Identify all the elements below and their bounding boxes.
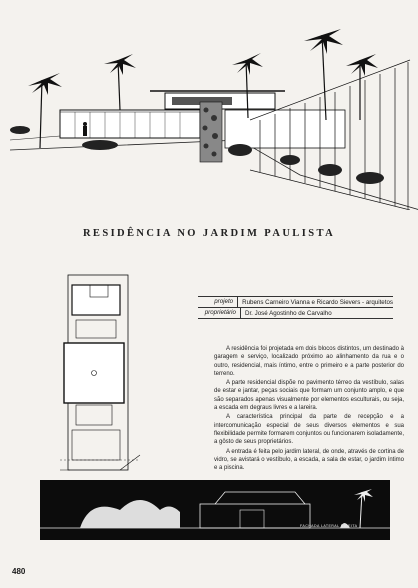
side-elevation-drawing [40, 480, 390, 540]
credit-key: proprietário [198, 308, 241, 318]
paragraph: A residência foi projetada em dois blocos distintos, um destinado à garagem e serviço, localizado próximo ao alinhamento da rua e o outro, residencial, mais íntimo, entre o primeiro e a parte posterior do terreno. [214, 346, 404, 377]
credit-value: Rubens Carneiro Vianna e Ricardo Sievers - arquitetos [242, 298, 393, 306]
credit-row-proprietario [198, 308, 393, 319]
credit-value: Dr. José Agostinho de Carvalho [245, 309, 332, 317]
page-number: 480 [12, 567, 26, 576]
site-plan-drawing [40, 265, 190, 475]
paragraph: A entrada é feita pelo jardim lateral, de onde, através de cortina de vidro, se avistará o vestíbulo, a escada, a sala de estar, o jardim íntimo e a piscina. [214, 448, 404, 472]
paragraph: A parte residencial dispõe no pavimento térreo da vestíbulo, salas de estar e jantar, peças sociais que formam um conjunto amplo, e que são separados apenas visualmente por elementos esculturais, ou seja, a escada em degraus livres e a lareira. [214, 380, 404, 412]
credit-row-projeto [198, 296, 393, 308]
credit-key: projeto [198, 297, 238, 307]
paragraph: A característica principal da parte de recepção e a intercomunicação especial de seus diversos elementos e sua flexibilidade permite formarem conjuntos ou funcionarem isoladamente, a gôsto de seus proprietários. [214, 414, 404, 446]
article-body [214, 345, 404, 473]
house-perspective-illustration [0, 0, 418, 210]
elevation-caption: FACHADA LATERAL DIREITA [300, 524, 358, 528]
credits-table [198, 296, 393, 319]
article-title: RESIDÊNCIA NO JARDIM PAULISTA [82, 228, 336, 239]
